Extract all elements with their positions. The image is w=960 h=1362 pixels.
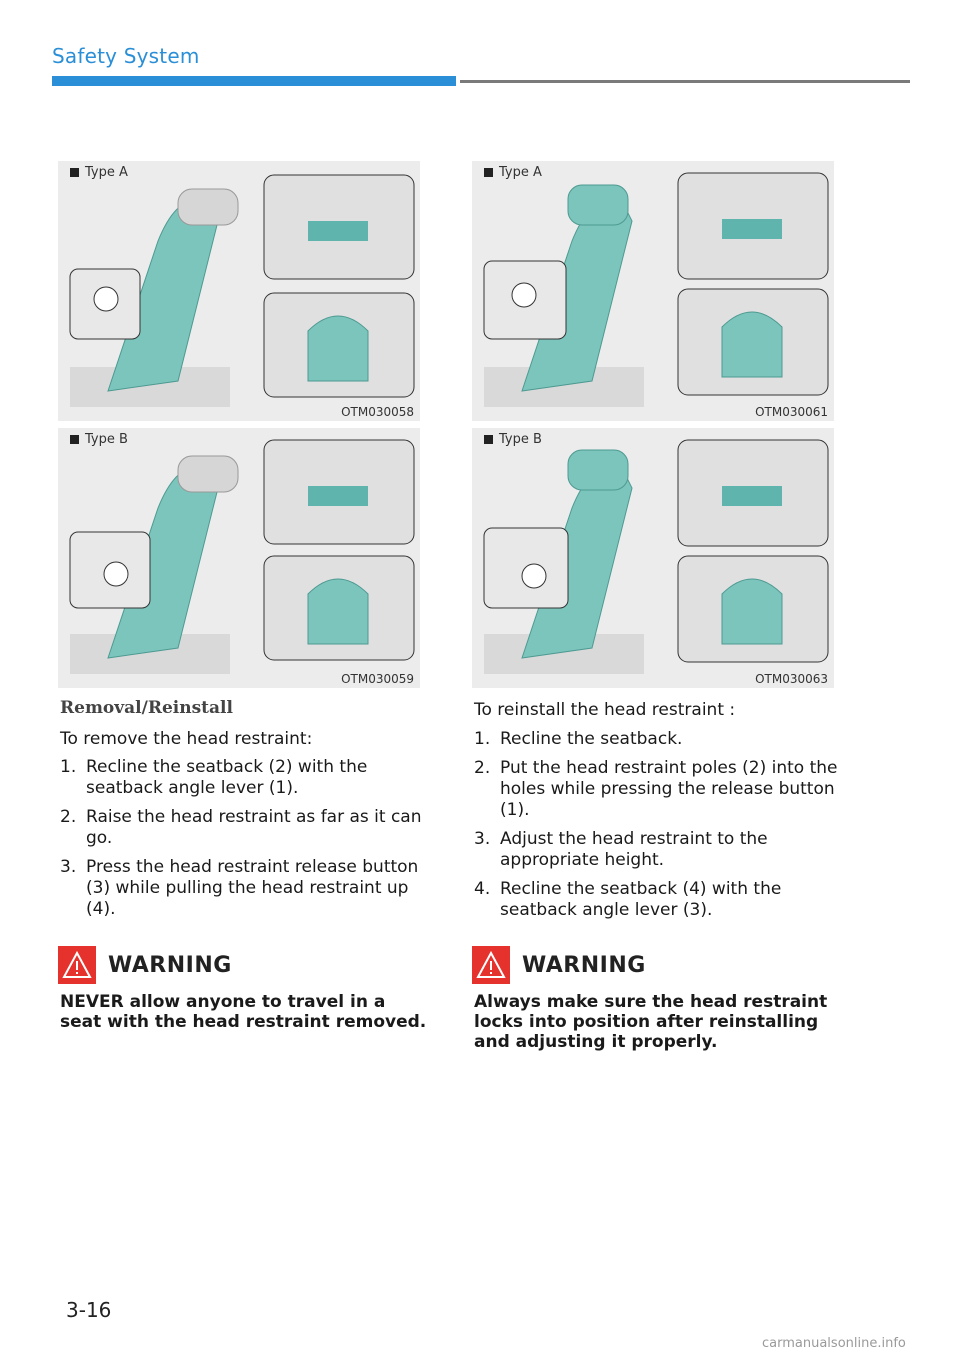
- type-label: Type B: [70, 432, 128, 447]
- bullet-square-icon: [484, 435, 493, 444]
- removal-steps: [60, 757, 440, 928]
- page-number: 3-16: [66, 1298, 112, 1322]
- watermark-link[interactable]: carmanualsonline.info: [762, 1336, 906, 1351]
- list-item: 3. Press the head restraint release button (3) while pulling the head restraint up (4).: [60, 857, 419, 919]
- reinstall-intro: To reinstall the head restraint :: [474, 700, 736, 720]
- list-item: 1. Recline the seatback (2) with the seatback angle lever (1).: [60, 757, 368, 798]
- removal-intro: To remove the head restraint:: [60, 729, 313, 749]
- list-item: 3. Adjust the head restraint to the appropriate height.: [474, 829, 768, 870]
- type-label: Type A: [70, 165, 128, 180]
- type-label: Type B: [484, 432, 542, 447]
- seat-illustration-icon: [58, 428, 420, 688]
- list-item: 2. Raise the head restraint as far as it can go.: [60, 807, 422, 848]
- bullet-square-icon: [484, 168, 493, 177]
- figure-code: OTM030063: [755, 672, 828, 686]
- seat-illustration-icon: [472, 428, 834, 688]
- warning-text-right: Always make sure the head restraint locks into position after reinstalling and adjusting it properly.: [474, 992, 828, 1052]
- warning-title: WARNING: [108, 952, 232, 978]
- header-accent-bar: [52, 76, 456, 86]
- warning-title: WARNING: [522, 952, 646, 978]
- list-item: 4. Recline the seatback (4) with the seatback angle lever (3).: [474, 879, 782, 920]
- figure-removal-type-b: [58, 428, 420, 688]
- warning-text-left: NEVER allow anyone to travel in a seat with the head restraint removed.: [60, 992, 427, 1032]
- warning-header-right: [472, 946, 646, 984]
- seat-illustration-icon: [58, 161, 420, 421]
- figure-code: OTM030058: [341, 405, 414, 419]
- warning-icon: [58, 946, 96, 984]
- bullet-square-icon: [70, 168, 79, 177]
- figure-reinstall-type-b: [472, 428, 834, 688]
- section-title: Safety System: [52, 44, 200, 68]
- bullet-square-icon: [70, 435, 79, 444]
- seat-illustration-icon: [472, 161, 834, 421]
- figure-code: OTM030059: [341, 672, 414, 686]
- warning-icon: [472, 946, 510, 984]
- figure-removal-type-a: [58, 161, 420, 421]
- reinstall-steps: [474, 729, 854, 929]
- list-item: 2. Put the head restraint poles (2) into the holes while pressing the release button (1).: [474, 758, 838, 820]
- figure-reinstall-type-a: [472, 161, 834, 421]
- warning-header-left: [58, 946, 232, 984]
- section-heading: Removal/Reinstall: [60, 698, 233, 718]
- type-label: Type A: [484, 165, 542, 180]
- list-item: 1. Recline the seatback.: [474, 729, 683, 749]
- figure-code: OTM030061: [755, 405, 828, 419]
- header-rule: [460, 80, 910, 83]
